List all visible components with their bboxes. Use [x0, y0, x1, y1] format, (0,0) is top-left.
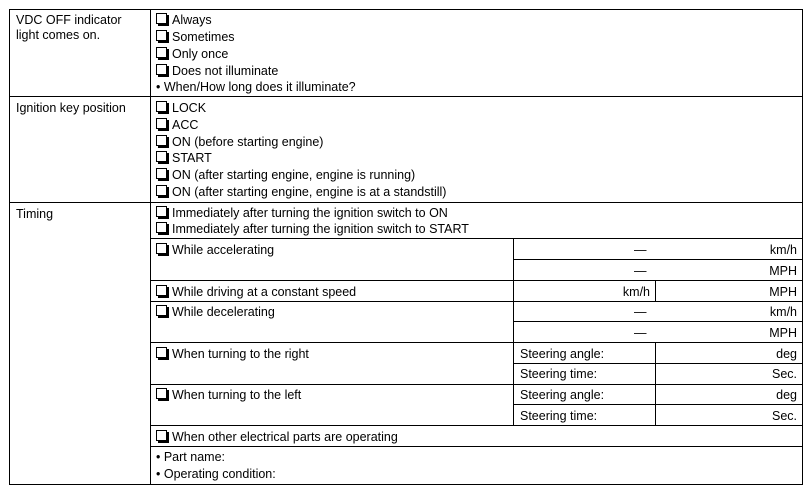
steering-right-divider	[655, 342, 656, 384]
option-label: While accelerating	[172, 243, 275, 257]
accelerating-mph-dash: —	[634, 264, 647, 278]
timing-subdivider-8	[150, 384, 803, 385]
right-steering-time-label: Steering time:	[520, 367, 598, 381]
decelerating-option[interactable]	[156, 305, 275, 320]
option-label: ON (before starting engine)	[172, 135, 324, 149]
option-label: When other electrical parts are operating	[172, 430, 398, 444]
checkbox[interactable]	[156, 185, 167, 196]
checkbox[interactable]	[156, 118, 167, 129]
ignition-option-acc[interactable]	[156, 118, 198, 133]
checkbox[interactable]	[156, 206, 167, 217]
ignition-label: Ignition key position	[16, 101, 126, 115]
vdc-label: VDC OFF indicator light comes on.	[16, 13, 122, 42]
left-steering-angle-unit: deg	[776, 388, 797, 402]
accelerating-kmh-dash: —	[634, 243, 647, 257]
right-steering-time-unit: Sec.	[771, 367, 797, 381]
option-label: Immediately after turning the ignition switch to START	[172, 222, 469, 236]
checkbox[interactable]	[156, 222, 167, 233]
option-label: When turning to the left	[172, 388, 302, 402]
part-name-field[interactable]: • Part name:	[156, 450, 225, 464]
turning-right-option[interactable]	[156, 347, 309, 362]
option-label: While decelerating	[172, 305, 275, 319]
timing-option-after-on[interactable]	[156, 206, 448, 221]
timing-subdivider-3	[150, 280, 803, 281]
table-border-left	[9, 9, 10, 485]
checkbox[interactable]	[156, 47, 167, 58]
right-steering-angle-unit: deg	[776, 347, 797, 361]
left-steering-time-unit: Sec.	[771, 409, 797, 423]
label-column-divider	[150, 9, 151, 485]
checkbox[interactable]	[156, 305, 167, 316]
checkbox[interactable]	[156, 243, 167, 254]
left-steering-time-label: Steering time:	[520, 409, 598, 423]
timing-subdivider-9	[513, 404, 803, 405]
timing-subdivider-5	[513, 321, 803, 322]
value-column-divider	[513, 238, 514, 426]
option-label: While driving at a constant speed	[172, 285, 357, 299]
option-label: Immediately after turning the ignition switch to ON	[172, 206, 448, 220]
option-label: LOCK	[172, 101, 207, 115]
timing-subdivider-2	[513, 259, 803, 260]
decelerating-kmh-dash: —	[634, 305, 647, 319]
table-border-bottom	[9, 484, 803, 485]
checkbox[interactable]	[156, 30, 167, 41]
option-label: START	[172, 151, 212, 165]
timing-label: Timing	[16, 207, 54, 221]
turning-left-option[interactable]	[156, 388, 301, 403]
table-border-right	[802, 9, 803, 485]
ignition-option-on-before[interactable]	[156, 135, 323, 150]
checkbox[interactable]	[156, 13, 167, 24]
constant-speed-option[interactable]	[156, 285, 356, 300]
option-label: ACC	[172, 118, 199, 132]
row-divider-vdc	[9, 96, 803, 97]
constant-speed-divider	[655, 280, 656, 302]
accelerating-kmh-unit: km/h	[769, 243, 797, 257]
vdc-option-not-illuminate[interactable]	[156, 64, 278, 79]
right-steering-angle-label: Steering angle:	[520, 347, 605, 361]
vdc-option-sometimes[interactable]	[156, 30, 235, 45]
checkbox[interactable]	[156, 64, 167, 75]
ignition-option-start[interactable]	[156, 151, 212, 166]
decelerating-kmh-unit: km/h	[769, 305, 797, 319]
checkbox[interactable]	[156, 151, 167, 162]
steering-left-divider	[655, 384, 656, 426]
timing-option-after-start[interactable]	[156, 222, 469, 237]
option-label: Always	[172, 13, 212, 27]
ignition-option-on-running[interactable]	[156, 168, 415, 183]
vdc-note: • When/How long does it illuminate?	[156, 80, 356, 94]
electrical-parts-option[interactable]	[156, 430, 398, 445]
checkbox[interactable]	[156, 101, 167, 112]
checkbox[interactable]	[156, 388, 167, 399]
option-label: Sometimes	[172, 30, 235, 44]
vdc-option-only-once[interactable]	[156, 47, 228, 62]
row-divider-ignition	[9, 202, 803, 203]
option-label: Does not illuminate	[172, 64, 279, 78]
ignition-option-on-standstill[interactable]	[156, 185, 446, 200]
option-label: Only once	[172, 47, 229, 61]
constant-speed-kmh-unit: km/h	[622, 285, 650, 299]
table-border-top	[9, 9, 803, 10]
constant-speed-mph-unit: MPH	[769, 285, 797, 299]
accelerating-option[interactable]	[156, 243, 274, 258]
decelerating-mph-unit: MPH	[769, 326, 797, 340]
option-label: ON (after starting engine, engine is running)	[172, 168, 416, 182]
vdc-option-always[interactable]	[156, 13, 212, 28]
checkbox[interactable]	[156, 285, 167, 296]
left-steering-angle-label: Steering angle:	[520, 388, 605, 402]
option-label: When turning to the right	[172, 347, 309, 361]
timing-subdivider-11	[150, 446, 803, 447]
checkbox[interactable]	[156, 168, 167, 179]
timing-subdivider-10	[150, 425, 803, 426]
timing-subdivider-6	[150, 342, 803, 343]
checkbox[interactable]	[156, 347, 167, 358]
ignition-option-lock[interactable]	[156, 101, 206, 116]
checkbox[interactable]	[156, 430, 167, 441]
decelerating-mph-dash: —	[634, 326, 647, 340]
timing-subdivider-7	[513, 363, 803, 364]
accelerating-mph-unit: MPH	[769, 264, 797, 278]
timing-subdivider-4	[150, 301, 803, 302]
operating-condition-field[interactable]: • Operating condition:	[156, 467, 276, 481]
option-label: ON (after starting engine, engine is at a standstill)	[172, 185, 447, 199]
checkbox[interactable]	[156, 135, 167, 146]
timing-subdivider-1	[150, 238, 803, 239]
